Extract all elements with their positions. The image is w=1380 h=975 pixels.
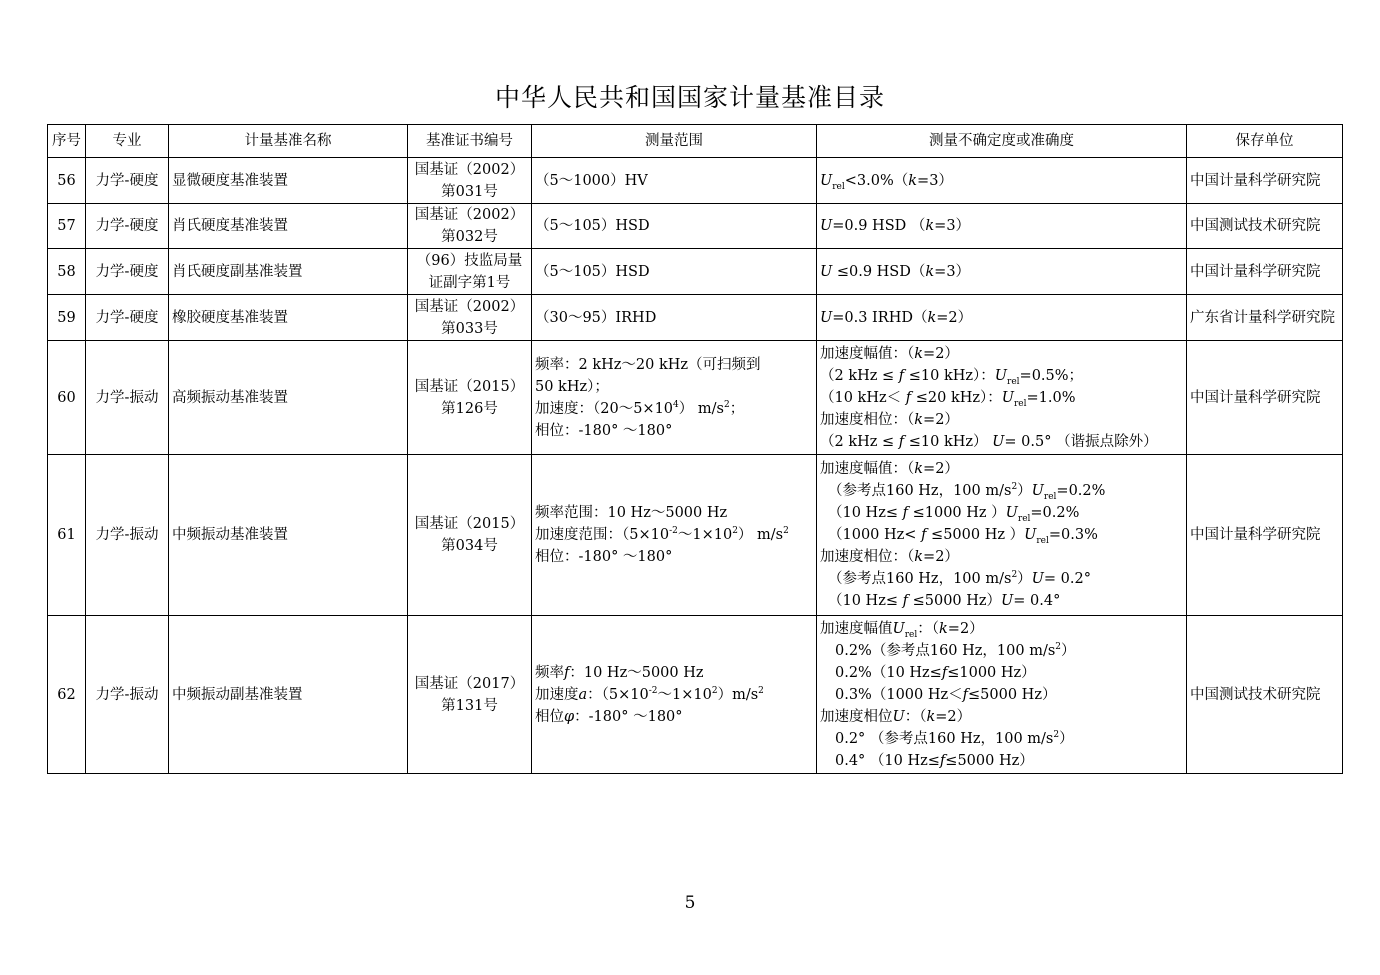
row-certificate-no	[408, 295, 532, 341]
row-uncertainty	[817, 455, 1187, 616]
unc-line: （10 Hz≤ f ≤5000 Hz）U= 0.4°	[828, 593, 1061, 609]
page-number: 5	[684, 893, 696, 913]
row-field: 力学-硬度	[86, 204, 169, 249]
table-row	[48, 455, 1343, 616]
row-uncertainty: U=0.3 IRHD（k=2）	[817, 295, 1187, 341]
table-row	[48, 295, 1343, 341]
row-certificate-no	[408, 158, 532, 204]
row-field: 力学-振动	[86, 616, 169, 774]
range-line: 频率范围：10 Hz～5000 Hz	[535, 505, 728, 521]
row-holding-unit: 中国计量科学研究院	[1187, 455, 1343, 616]
row-certificate-no	[408, 249, 532, 295]
cert-line: 国基证（2002）	[414, 161, 525, 178]
unc-line: 0.2° （参考点160 Hz，100 $m/s^2$）	[835, 729, 1074, 747]
standards-catalog-table	[47, 124, 1343, 774]
cert-line: 国基证（2002）	[414, 207, 525, 223]
row-uncertainty	[817, 616, 1187, 774]
range-line: 相位φ：-180° ～180°	[535, 708, 683, 725]
row-field: 力学-振动	[86, 455, 169, 616]
cert-line: 第033号	[441, 320, 498, 337]
range-line: 频率：2 kHz～20 kHz（可扫频到	[535, 356, 761, 373]
page-title: 中华人民共和国国家计量基准目录	[494, 83, 885, 112]
row-uncertainty	[817, 341, 1187, 455]
row-uncertainty: U=0.9 HSD （k=3）	[817, 204, 1187, 249]
row-index: 56	[48, 158, 86, 204]
row-standard-name: 中频振动副基准装置	[169, 616, 408, 774]
unc-line: （参考点160 Hz，100 $m/s^2)U_{rel}=0.2\%$	[828, 482, 1106, 502]
row-uncertainty: $U_{rel}<3.0\%(k=3)$	[817, 158, 1187, 204]
row-certificate-no	[408, 455, 532, 616]
row-standard-name: 肖氏硬度基准装置	[169, 204, 408, 249]
table-row	[48, 249, 1343, 295]
table-row	[48, 204, 1343, 249]
row-field: 力学-振动	[86, 341, 169, 455]
row-holding-unit: 广东省计量科学研究院	[1187, 295, 1343, 341]
row-holding-unit: 中国测试技术研究院	[1187, 616, 1343, 774]
unc-line: （参考点160 Hz，100 $m/s^2)U= 0.2^\circ$	[828, 570, 1091, 587]
row-measurement-range: （5～105）HSD	[532, 204, 817, 249]
header-index: 序号	[48, 125, 86, 158]
unc-line: 0.2%（10 Hz≤f≤1000 Hz）	[835, 664, 1036, 681]
row-measurement-range: （5～1000）HV	[532, 158, 817, 204]
table-header-row	[48, 125, 1343, 158]
unc-line: （2 kHz ≤ f ≤10 kHz）：$U_{rel}=0.5\%$；	[820, 367, 1084, 387]
range-line: 50 kHz）；	[535, 378, 609, 395]
row-index: 60	[48, 341, 86, 455]
unc-line: 加速度相位U：（k=2）	[820, 708, 972, 725]
unc-line: （10 kHz＜ f ≤20 kHz）：$U_{rel}=1.0\%$	[820, 389, 1076, 409]
row-certificate-no	[408, 204, 532, 249]
unc-line: （10 Hz≤ f ≤1000 Hz ）$U_{rel}=0.2\%$	[828, 505, 1080, 524]
table-row	[48, 341, 1343, 455]
row-index: 59	[48, 295, 86, 341]
row-standard-name: 高频振动基准装置	[169, 341, 408, 455]
unc-line: 加速度幅值$U_{rel}$：（k=2）	[820, 620, 984, 640]
header-certificate-no: 基准证书编号	[408, 125, 532, 158]
range-line: 相位：-180° ～180°	[535, 549, 673, 565]
range-line: 频率f：10 Hz～5000 Hz	[535, 664, 704, 681]
row-uncertainty: U ≤0.9 HSD（k=3）	[817, 249, 1187, 295]
cert-line: （96）技监局量	[416, 252, 523, 269]
row-standard-name: 肖氏硬度副基准装置	[169, 249, 408, 295]
header-uncertainty: 测量不确定度或准确度	[817, 125, 1187, 158]
row-field: 力学-硬度	[86, 249, 169, 295]
header-standard-name: 计量基准名称	[169, 125, 408, 158]
row-certificate-no	[408, 341, 532, 455]
table-row	[48, 616, 1343, 774]
unc-line: 加速度相位：（k=2）	[820, 549, 959, 565]
row-measurement-range: （5～105）HSD	[532, 249, 817, 295]
cert-line: 第034号	[441, 538, 498, 554]
unc-line: 加速度相位：（k=2）	[820, 411, 959, 428]
row-measurement-range	[532, 616, 817, 774]
unc-line: 加速度幅值：（k=2）	[820, 461, 959, 477]
row-holding-unit: 中国测试技术研究院	[1187, 204, 1343, 249]
row-field: 力学-硬度	[86, 158, 169, 204]
cert-line: 国基证（2002）	[414, 298, 525, 315]
unc-line: 0.2%（参考点160 Hz，100 $m/s^2$）	[835, 641, 1076, 659]
row-measurement-range: （30～95）IRHD	[532, 295, 817, 341]
row-measurement-range	[532, 341, 817, 455]
range-line: 加速度范围：$(5\times 10^{-2}\sim 1\times 10^2)$ $m/s^2$	[535, 526, 789, 543]
cert-line: 国基证（2017）	[414, 675, 525, 692]
header-measurement-range: 测量范围	[532, 125, 817, 158]
unc-line: 加速度幅值：（k=2）	[820, 345, 959, 362]
row-standard-name: 显微硬度基准装置	[169, 158, 408, 204]
cert-line: 第126号	[441, 400, 498, 417]
row-index: 62	[48, 616, 86, 774]
row-index: 57	[48, 204, 86, 249]
range-line: 相位：-180° ～180°	[535, 422, 673, 439]
row-index: 61	[48, 455, 86, 616]
unc-line: 0.4° （10 Hz≤f≤5000 Hz）	[835, 752, 1034, 769]
unc-line: （1000 Hz< f ≤5000 Hz ）$U_{rel}=0.3\%$	[828, 527, 1098, 546]
row-measurement-range	[532, 455, 817, 616]
header-holding-unit: 保存单位	[1187, 125, 1343, 158]
range-line: 加速度：$(20\sim 5\times 10^4)$ $m/s^2$；	[535, 399, 745, 417]
unc-line: 0.3%（1000 Hz＜f≤5000 Hz）	[835, 686, 1057, 703]
table-row	[48, 158, 1343, 204]
row-holding-unit: 中国计量科学研究院	[1187, 249, 1343, 295]
row-certificate-no	[408, 616, 532, 774]
cert-line: 证副字第1号	[428, 274, 511, 291]
range-line: 加速度a：$(5\times 10^{-2}\sim 1\times 10^2)m/s^2$	[535, 685, 764, 703]
cert-line: 第032号	[441, 229, 498, 245]
cert-line: 第031号	[441, 183, 498, 200]
row-holding-unit: 中国计量科学研究院	[1187, 341, 1343, 455]
row-index: 58	[48, 249, 86, 295]
row-field: 力学-硬度	[86, 295, 169, 341]
row-holding-unit: 中国计量科学研究院	[1187, 158, 1343, 204]
cert-line: 第131号	[441, 697, 498, 714]
row-standard-name: 中频振动基准装置	[169, 455, 408, 616]
cert-line: 国基证（2015）	[414, 516, 525, 532]
row-standard-name: 橡胶硬度基准装置	[169, 295, 408, 341]
header-field: 专业	[86, 125, 169, 158]
cert-line: 国基证（2015）	[414, 378, 525, 395]
unc-line: （2 kHz ≤ f ≤10 kHz） U= 0.5° （谐振点除外）	[820, 433, 1158, 450]
